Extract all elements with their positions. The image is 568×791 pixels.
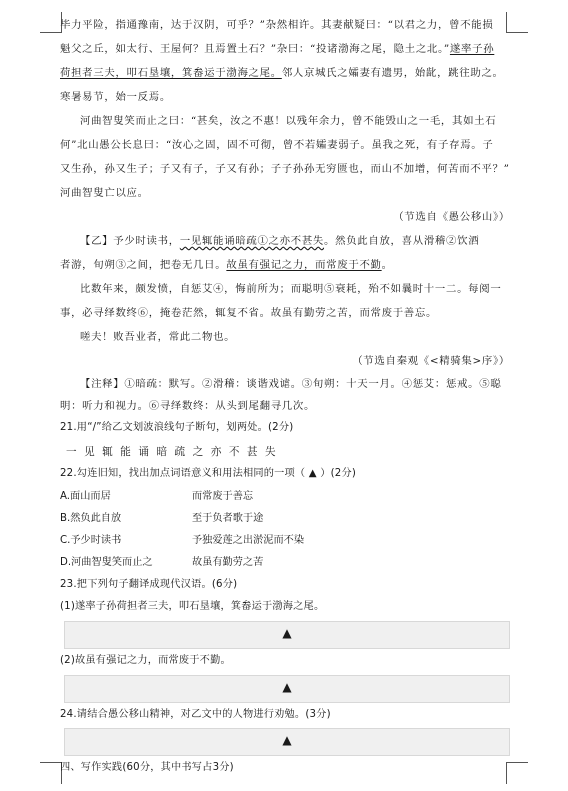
passage-yi-line-4: 事，必寻绎数终⑥，掩卷茫然，辄复不省。故虽有勤劳之苦，而常废于善忘。 [60,307,438,319]
underlined-sentence-part-2: 荷担者三夫，叩石垦壤，箕畚运于渤海之尾。 [60,67,282,79]
option-b-left: B.然负此自放 [60,513,122,524]
section-4-heading: 四、写作实践(60分，其中书写占3分) [60,762,234,773]
option-b-right: 至于负者歌于途 [192,513,264,524]
passage-yi-line-1 [60,234,510,248]
annotation-line-1: 【注释】①暗疏：默写。②滑稽：谈谐戏谑。③旬朔：十天一月。④惩艾：惩戒。⑤聪 [80,378,502,390]
option-c-right: 予独爱莲之出淤泥而不染 [192,535,305,546]
passage-line-2-text: 魁父之丘，如太行、王屋何？且焉置土石？”杂曰：“投诸渤海之尾，隐土之北。” [60,43,450,55]
passage-line-3 [60,66,510,80]
answer-box-23-1[interactable] [64,621,510,649]
source-note-2: （节选自秦观《<精骑集>序》） [352,355,510,367]
crop-mark-top-left-h [40,32,62,33]
passage-line-3-text: 邻人京城氏之孀妻有遗男，始龀，跳往助之。 [281,67,504,79]
passage-line-1: 毕力平险，指通豫南，达于汉阴，可乎？”杂然相许。其妻献疑曰：“以君之力，曾不能损 [60,19,494,31]
answer-mark: ▲ [282,733,292,747]
passage-yi-line-5: 嗟夫！败吾业者，常此二物也。 [80,331,236,343]
passage-yi-label: 【乙】予少时读书， [80,235,180,247]
question-21-sentence: 一见辄能诵暗疏之亦不甚失 [66,446,284,458]
wavy-underlined-sentence: 一见辄能诵暗疏①之亦不甚失 [179,235,325,247]
crop-mark-bottom-left-h [40,762,62,763]
passage-line-5: 河曲智叟笑而止之曰：“甚矣，汝之不惠！以残年余力，曾不能毁山之一毛，其如土石 [80,115,497,127]
answer-box-23-2[interactable] [64,675,510,703]
option-c-left: C.予少时读书 [60,535,122,546]
answer-box-24[interactable] [64,728,510,756]
question-21: 21.用“/”给乙文划波浪线句子断句，划两处。(2分) [60,422,294,433]
passage-yi-line-2-text: 者游，旬朔③之间，把卷无几日。 [60,259,227,271]
question-23: 23.把下列句子翻译成现代汉语。(6分) [60,579,238,590]
question-23-sentence-1: (1)遂率子孙荷担者三夫，叩石垦壤，箕畚运于渤海之尾。 [60,601,325,612]
annotation-line-2: 明：听力和视力。⑥寻绎数终：从头到尾翻寻几次。 [60,400,316,412]
passage-line-8: 河曲智叟亡以应。 [60,187,149,199]
passage-yi-line-1-text: 。然负此自放，喜从滑稽②饮酒 [324,235,480,247]
question-24: 24.请结合愚公移山精神，对乙文中的人物进行劝勉。(3分) [60,709,331,720]
passage-line-4: 寒暑易节，始一反焉。 [60,91,171,103]
question-22: 22.勾连旧知，找出加点词语意义和用法相同的一项（ ▲ ）(2分) [60,468,357,479]
passage-line-7: 又生孙，孙又生子；子又有子，子又有孙；子子孙孙无穷匮也，而山不加增，何苦而不平？” [60,163,510,175]
option-a-left: A.面山而居 [60,491,111,502]
passage-yi-line-2 [60,258,510,272]
underlined-sentence-part-1: 遂率子孙 [449,43,495,55]
source-note-1: （节选自《愚公移山》） [393,211,510,223]
passage-yi-line-2-end: 。 [381,259,393,271]
answer-mark: ▲ [282,680,292,694]
option-a-right: 而常废于善忘 [192,491,254,502]
passage-line-6: 何”北山愚公长息曰：“汝心之固，固不可彻，曾不若孀妻弱子。虽我之死，有子存焉。子 [60,139,494,151]
passage-line-2 [60,42,510,56]
option-d-right: 故虽有勤劳之苦 [192,557,264,568]
passage-yi-line-3: 比数年来，颇发愤，自惩艾④，悔前所为；而聪明⑤衰耗，殆不如曩时十一二。每阅一 [80,283,502,295]
option-d-left: D.河曲智叟笑而止之 [60,557,153,568]
question-23-sentence-2: (2)故虽有强记之力，而常废于不勤。 [60,655,231,666]
underlined-sentence-2: 故虽有强记之力，而常废于不勤 [226,259,382,271]
crop-mark-top-right-h [506,32,528,33]
answer-mark: ▲ [282,626,292,640]
